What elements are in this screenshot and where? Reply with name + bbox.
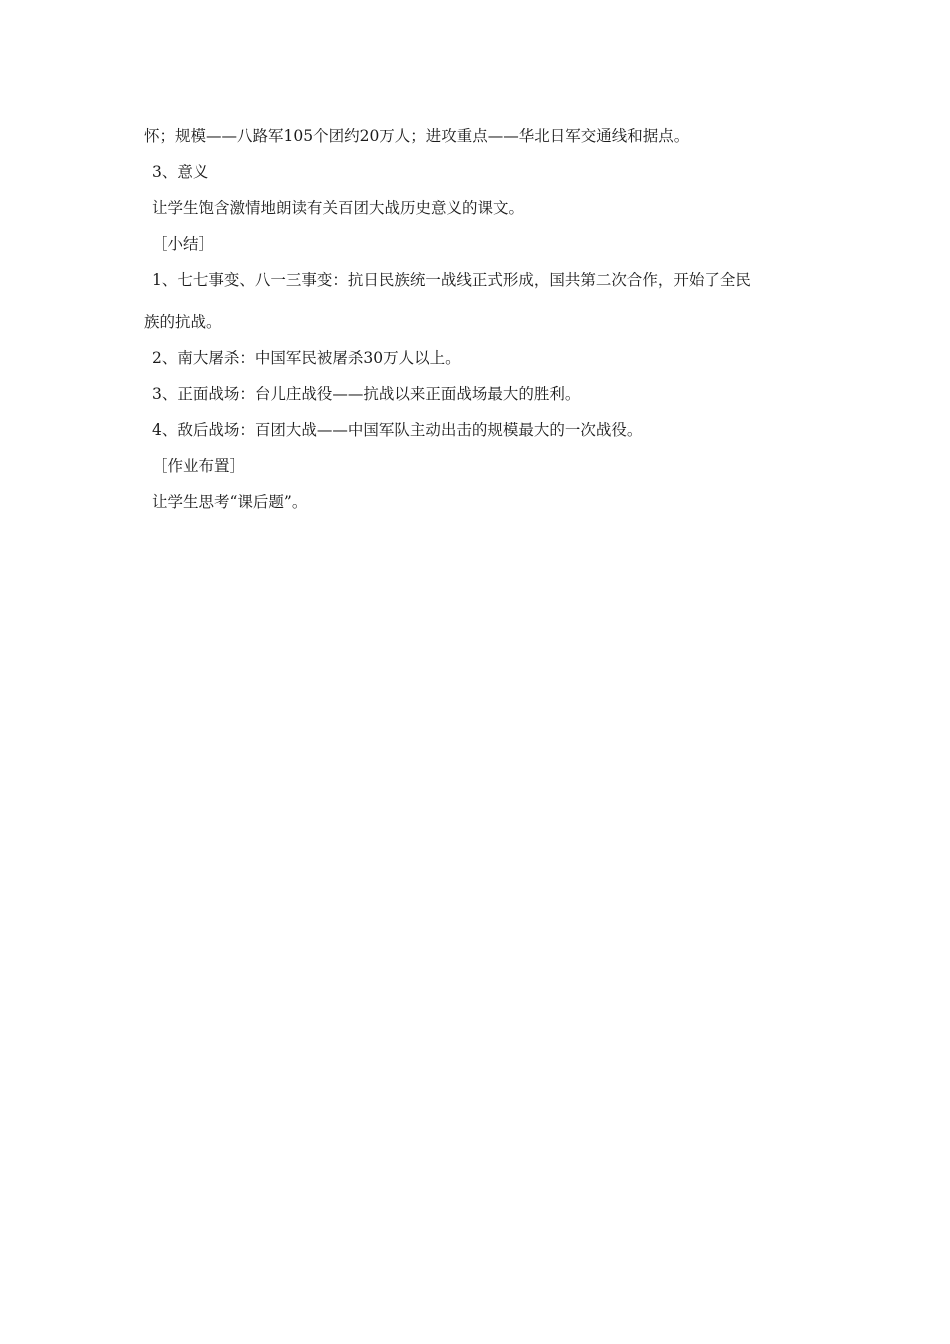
summary-item-2: 2、南大屠杀：中国军民被屠杀30万人以上。 <box>152 349 461 367</box>
heading-summary: ［小结］ <box>152 235 215 253</box>
summary-item-1: 1、七七事变、八一三事变：抗日民族统一战线正式形成，国共第二次合作，开始了全民 <box>152 271 751 289</box>
summary-item-3: 3、正面战场：台儿庄战役——抗战以来正面战场最大的胜利。 <box>152 385 581 403</box>
text-line-continuation: 怀；规模——八路军105个团约20万人；进攻重点——华北日军交通线和据点。 <box>144 127 690 145</box>
homework-text: 让学生思考“课后题”。 <box>152 493 308 511</box>
summary-item-1-continuation: 族的抗战。 <box>144 313 222 331</box>
heading-significance: 3、意义 <box>152 163 209 181</box>
heading-homework: ［作业布置］ <box>152 457 246 475</box>
text-line-reading: 让学生饱含激情地朗读有关百团大战历史意义的课文。 <box>152 199 525 217</box>
summary-item-4: 4、敌后战场：百团大战——中国军队主动出击的规模最大的一次战役。 <box>152 421 643 439</box>
